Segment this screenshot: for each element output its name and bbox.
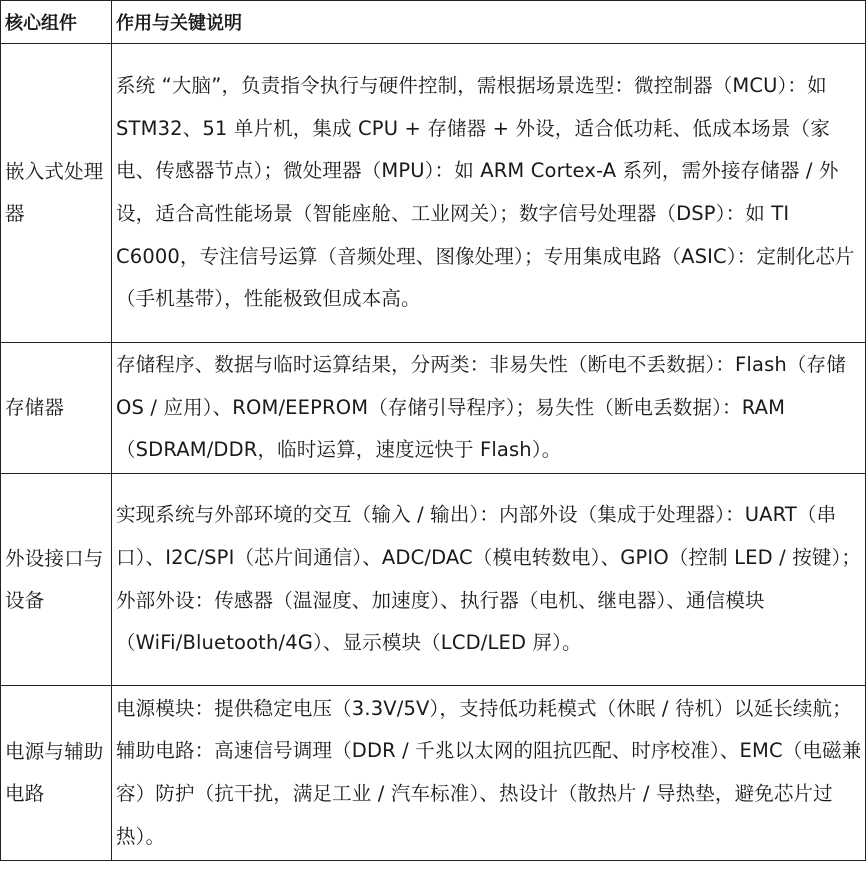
cell-component-processor: 嵌入式处理器 xyxy=(1,44,112,343)
cell-component-power: 电源与辅助电路 xyxy=(1,686,112,861)
table-row xyxy=(1,474,866,686)
cell-component-peripherals: 外设接口与设备 xyxy=(1,474,112,686)
table-row xyxy=(1,343,866,474)
table-row xyxy=(1,686,866,861)
header-component: 核心组件 xyxy=(1,1,112,44)
table-row xyxy=(1,44,866,343)
cell-description-memory: 存储程序、数据与临时运算结果，分两类：非易失性（断电不丢数据）：Flash（存储 OS / 应用）、ROM/EEPROM（存储引导程序）；易失性（断电丢数据）：RAM（SDRAM/DDR，临时运算，速度远快于 Flash）。 xyxy=(112,343,866,474)
cell-component-memory: 存储器 xyxy=(1,343,112,474)
cell-description-power: 电源模块：提供稳定电压（3.3V/5V），支持低功耗模式（休眠 / 待机）以延长续航；辅助电路：高速信号调理（DDR / 千兆以太网的阻抗匹配、时序校准）、EMC（电磁兼容）防护（抗干扰，满足工业 / 汽车标准）、热设计（散热片 / 导热垫，避免芯片过热）。 xyxy=(112,686,866,861)
header-description: 作用与关键说明 xyxy=(112,1,866,44)
table-header-row xyxy=(1,1,866,44)
cell-description-processor: 系统 “大脑”，负责指令执行与硬件控制，需根据场景选型：微控制器（MCU）：如 STM32、51 单片机，集成 CPU + 存储器 + 外设，适合低功耗、低成本场景（家电、传感器节点）；微处理器（MPU）：如 ARM Cortex-A 系列，需外接存储器 / 外设，适合高性能场景（智能座舱、工业网关）；数字信号处理器（DSP）：如 TI C6000，专注信号运算（音频处理、图像处理）；专用集成电路（ASIC）：定制化芯片（手机基带），性能极致但成本高。 xyxy=(112,44,866,343)
cell-description-peripherals: 实现系统与外部环境的交互（输入 / 输出）：内部外设（集成于处理器）：UART（串口）、I2C/SPI（芯片间通信）、ADC/DAC（模电转数电）、GPIO（控制 LED / 按键）；外部外设：传感器（温湿度、加速度）、执行器（电机、继电器）、通信模块（WiFi/Bluetooth/4G）、显示模块（LCD/LED 屏）。 xyxy=(112,474,866,686)
